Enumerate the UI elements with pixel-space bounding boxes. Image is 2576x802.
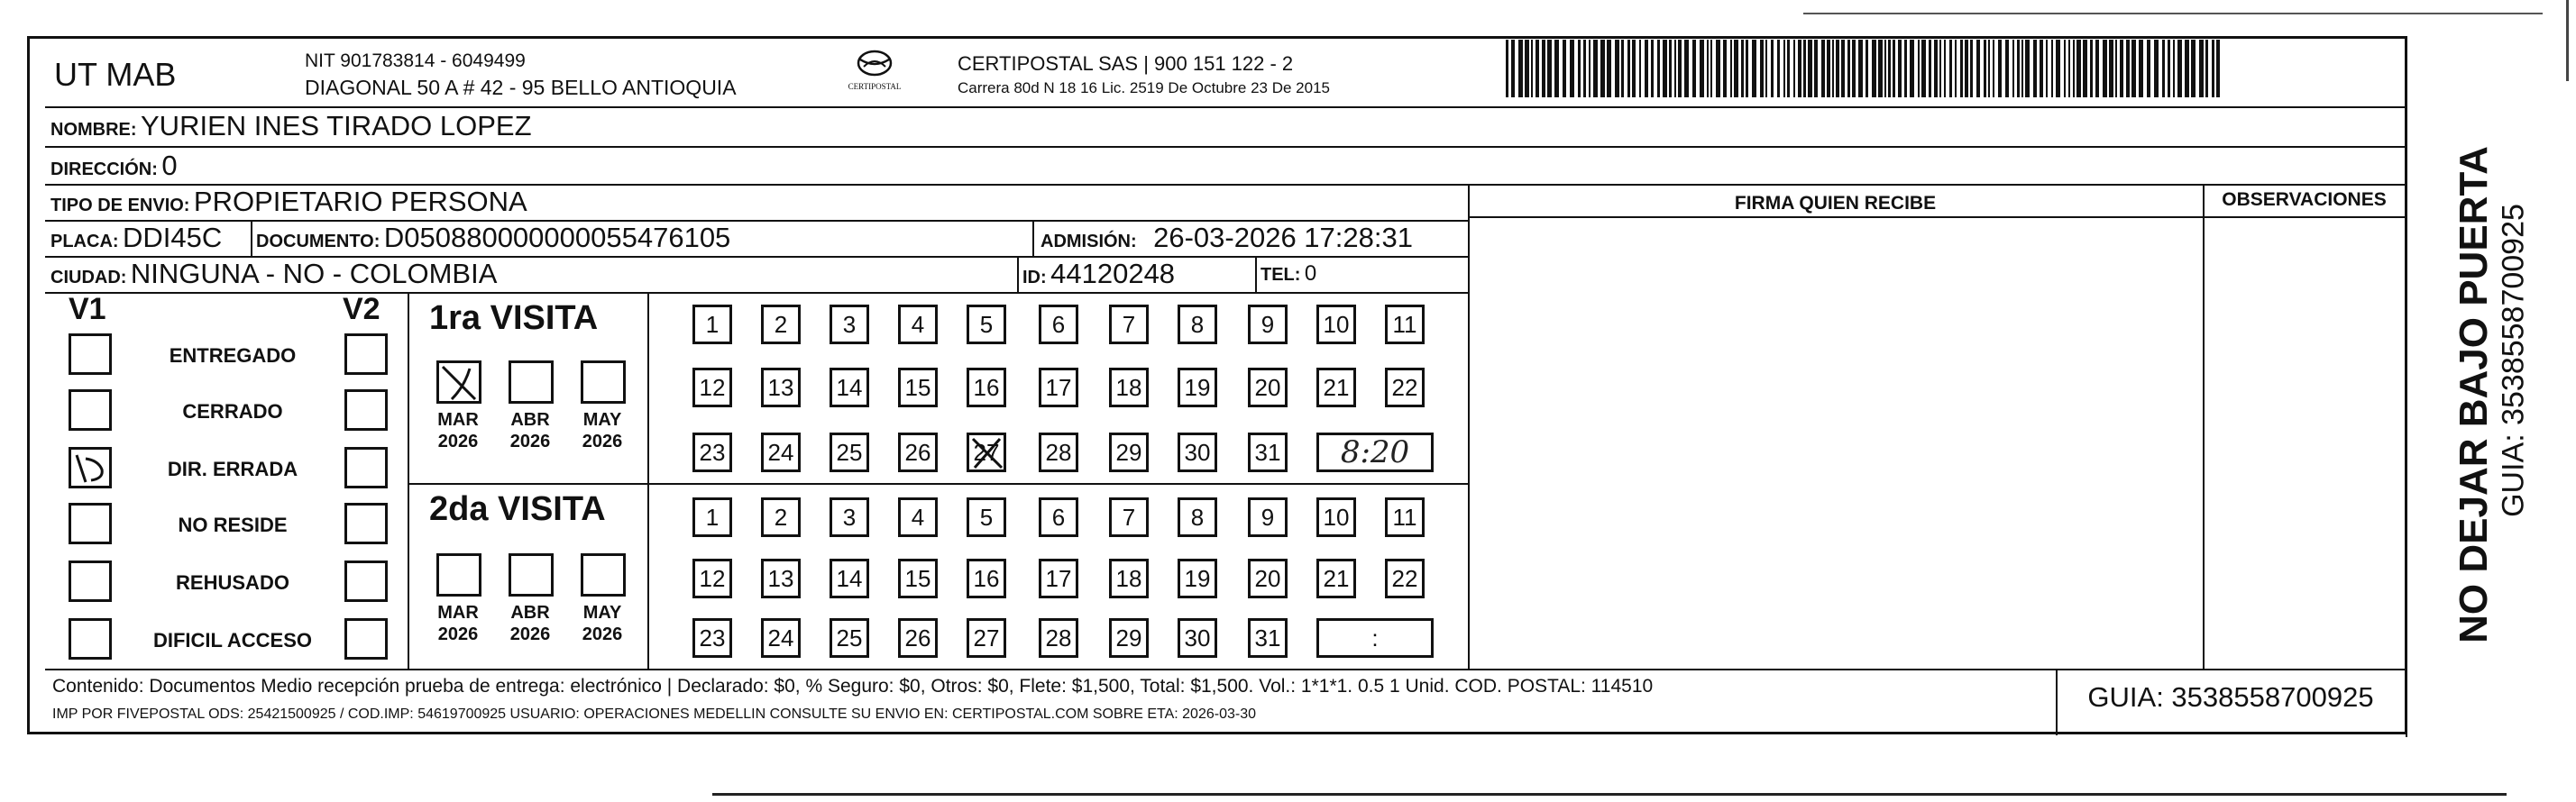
day-mark-icon xyxy=(969,435,1005,471)
day-box[interactable]: 24 xyxy=(761,618,801,658)
v2-checkbox[interactable] xyxy=(344,389,388,431)
barcode-bar xyxy=(2205,40,2208,97)
day-box[interactable]: 27 xyxy=(967,433,1006,472)
day-box[interactable]: 31 xyxy=(1248,433,1288,472)
day-box[interactable]: 7 xyxy=(1109,305,1149,344)
barcode-bar xyxy=(1777,40,1780,97)
reason-label: REHUSADO xyxy=(176,571,289,594)
day-box[interactable]: 21 xyxy=(1316,559,1356,598)
barcode-bar xyxy=(1627,40,1630,97)
barcode-bar xyxy=(2064,40,2066,97)
reason-label: CERRADO xyxy=(182,400,283,423)
day-box[interactable]: 3 xyxy=(830,497,869,537)
barcode-bar xyxy=(1976,40,1980,97)
barcode-bar xyxy=(1621,40,1624,97)
day-box[interactable]: 14 xyxy=(830,559,869,598)
day-box[interactable]: 20 xyxy=(1248,368,1288,407)
barcode-bar xyxy=(1536,40,1539,97)
barcode-bar xyxy=(1639,40,1641,97)
barcode-bar xyxy=(2216,40,2220,97)
month-label xyxy=(573,602,631,645)
day-box[interactable]: 19 xyxy=(1178,559,1217,598)
barcode-bar xyxy=(1570,40,1574,97)
barcode-bar xyxy=(1632,40,1636,97)
day-box[interactable]: 8 xyxy=(1178,305,1217,344)
v1-checkbox[interactable] xyxy=(69,447,112,488)
v1-checkbox[interactable] xyxy=(69,333,112,375)
day-box[interactable]: 5 xyxy=(967,305,1006,344)
month-label xyxy=(501,602,559,645)
v2-checkbox[interactable] xyxy=(344,447,388,488)
day-box[interactable]: 13 xyxy=(761,368,801,407)
day-box[interactable]: 15 xyxy=(898,368,938,407)
tel-label: TEL: xyxy=(1260,265,1301,285)
v1-checkbox[interactable] xyxy=(69,618,112,660)
barcode-bar xyxy=(1615,40,1619,97)
day-box[interactable]: 29 xyxy=(1109,618,1149,658)
month-label xyxy=(501,409,559,452)
day-box[interactable]: 26 xyxy=(898,618,938,658)
barcode-bar xyxy=(1858,40,1863,97)
month-name: MAR xyxy=(437,410,479,430)
barcode-bar xyxy=(1921,40,1926,97)
barcode-bar xyxy=(2191,40,2196,97)
barcode-bar xyxy=(1678,40,1682,97)
barcode-bar xyxy=(1707,40,1709,97)
month-checkbox[interactable] xyxy=(581,360,626,404)
barcode-bar xyxy=(1645,40,1648,97)
barcode-bar xyxy=(1692,40,1696,97)
barcode-bar xyxy=(1600,40,1605,97)
barcode-bar xyxy=(2005,40,2009,97)
day-box[interactable]: 27 xyxy=(967,618,1006,658)
barcode-bar xyxy=(1771,40,1774,97)
time-box[interactable] xyxy=(1316,433,1434,472)
reason-label: DIR. ERRADA xyxy=(167,458,298,480)
barcode-bar xyxy=(1866,40,1868,97)
day-box[interactable]: 2 xyxy=(761,305,801,344)
day-box[interactable]: 16 xyxy=(967,559,1006,598)
month-year: 2026 xyxy=(509,432,551,451)
barcode-bar xyxy=(1730,40,1732,97)
month-name: MAY xyxy=(582,603,622,623)
day-box[interactable]: 11 xyxy=(1385,497,1425,537)
month-checkbox[interactable] xyxy=(581,553,626,597)
month-year: 2026 xyxy=(582,432,623,451)
sender-address: DIAGONAL 50 A # 42 - 95 BELLO ANTIOQUIA xyxy=(305,76,737,99)
barcode-bar xyxy=(1929,40,1931,97)
barcode-bar xyxy=(2012,40,2014,97)
day-box[interactable]: 6 xyxy=(1039,497,1078,537)
sender-name: UT MAB xyxy=(54,56,177,93)
barcode-bar xyxy=(1674,40,1676,97)
barcode-bar xyxy=(2068,40,2070,97)
v2-header: V2 xyxy=(343,292,380,326)
day-box[interactable]: 21 xyxy=(1316,368,1356,407)
placa-value: DDI45C xyxy=(123,222,223,253)
day-box[interactable]: 20 xyxy=(1248,559,1288,598)
barcode-bar xyxy=(2046,40,2048,97)
barcode-bar xyxy=(2033,40,2037,97)
day-box[interactable]: 28 xyxy=(1039,618,1078,658)
day-box[interactable]: 24 xyxy=(761,433,801,472)
barcode-bar xyxy=(1531,40,1533,97)
guia-box: GUIA: 3538558700925 xyxy=(2087,681,2374,713)
barcode-bar xyxy=(1998,40,2002,97)
check-mark-icon xyxy=(71,450,109,486)
day-box[interactable]: 12 xyxy=(692,559,732,598)
month-name: ABR xyxy=(510,603,550,623)
day-box[interactable]: 23 xyxy=(692,433,732,472)
barcode-bar xyxy=(2177,40,2182,97)
day-box[interactable]: 30 xyxy=(1178,433,1217,472)
month-label xyxy=(429,602,487,645)
barcode-bar xyxy=(2017,40,2020,97)
barcode-bar xyxy=(1607,40,1611,97)
id-label: ID: xyxy=(1022,268,1047,287)
day-box[interactable]: 30 xyxy=(1178,618,1217,658)
v1-checkbox[interactable] xyxy=(69,389,112,431)
certipostal-logo xyxy=(839,49,911,105)
barcode-bar xyxy=(1872,40,1876,97)
reason-label: DIFICIL ACCESO xyxy=(152,629,312,652)
barcode-bar xyxy=(1827,40,1830,97)
day-box[interactable]: 2 xyxy=(761,497,801,537)
barcode-bar xyxy=(1803,40,1806,97)
day-box[interactable]: 18 xyxy=(1109,559,1149,598)
barcode-bar xyxy=(1904,40,1907,97)
barcode-bar xyxy=(1506,40,1508,97)
barcode-bar xyxy=(2173,40,2175,97)
visit1-title: 1ra VISITA xyxy=(429,299,599,337)
v2-checkbox[interactable] xyxy=(344,560,388,602)
day-box[interactable]: 8 xyxy=(1178,497,1217,537)
v2-checkbox[interactable] xyxy=(344,503,388,544)
barcode-bar xyxy=(1765,40,1767,97)
barcode-bar xyxy=(2168,40,2170,97)
ciudad-label: CIUDAD: xyxy=(50,268,127,287)
day-box[interactable]: 13 xyxy=(761,559,801,598)
month-name: MAY xyxy=(582,410,622,430)
month-label xyxy=(573,409,631,452)
day-box[interactable]: 7 xyxy=(1109,497,1149,537)
v2-checkbox[interactable] xyxy=(344,333,388,375)
barcode-bar xyxy=(1511,40,1515,97)
v1-checkbox[interactable] xyxy=(69,503,112,544)
day-box[interactable]: 22 xyxy=(1385,368,1425,407)
nombre-label: NOMBRE: xyxy=(50,120,137,140)
day-box[interactable]: 18 xyxy=(1109,368,1149,407)
month-checkbox[interactable] xyxy=(509,553,554,597)
barcode-bar xyxy=(2154,40,2159,97)
company-line: CERTIPOSTAL SAS | 900 151 122 - 2 xyxy=(958,52,1294,75)
time-value: : xyxy=(1371,624,1379,652)
barcode-bar xyxy=(1960,40,1963,97)
barcode-icon xyxy=(1506,40,2227,101)
reason-label: ENTREGADO xyxy=(169,344,297,367)
day-box[interactable]: 19 xyxy=(1178,368,1217,407)
logo-text: CERTIPOSTAL xyxy=(848,82,902,91)
day-box[interactable]: 28 xyxy=(1039,433,1078,472)
barcode-bar xyxy=(1716,40,1720,97)
barcode-bar xyxy=(1746,40,1748,97)
barcode-bar xyxy=(1741,40,1744,97)
imp-line: IMP POR FIVEPOSTAL ODS: 25421500925 / COD.IMP: 54619700925 USUARIO: OPERACIONES MEDELLIN CONSULTE SU ENVIO EN: CERTIPOSTAL.COM SOBRE ETA: 2026-03-30 xyxy=(52,706,1256,722)
barcode-bar xyxy=(1669,40,1672,97)
month-name: MAR xyxy=(437,603,479,623)
day-box[interactable]: 6 xyxy=(1039,305,1078,344)
barcode-bar xyxy=(1651,40,1654,97)
v2-checkbox[interactable] xyxy=(344,618,388,660)
barcode-bar xyxy=(1734,40,1738,97)
barcode-bar xyxy=(1657,40,1660,97)
month-label xyxy=(429,409,487,452)
barcode-bar xyxy=(1939,40,1941,97)
day-box[interactable]: 12 xyxy=(692,368,732,407)
tipo-envio-value: PROPIETARIO PERSONA xyxy=(193,186,527,217)
barcode-bar xyxy=(1525,40,1529,97)
barcode-bar xyxy=(1684,40,1689,97)
barcode-bar xyxy=(2025,40,2030,97)
month-year: 2026 xyxy=(437,624,479,644)
day-box[interactable]: 25 xyxy=(830,618,869,658)
documento-value: D050880000000055476105 xyxy=(383,222,731,253)
contenido-line: Contenido: Documentos Medio recepción prueba de entrega: electrónico | Declarado: $0, % Seguro: $0, Otros: $0, Flete: $1,500, Total: $1,500. Vol.: 1*1*1. 0.5 1 Unid. COD. POSTAL: 114510 xyxy=(52,676,1654,697)
barcode-bar xyxy=(2103,40,2107,97)
firma-header: FIRMA QUIEN RECIBE xyxy=(1734,193,1937,214)
month-checkbox[interactable] xyxy=(436,360,481,404)
barcode-bar xyxy=(2073,40,2075,97)
day-box[interactable]: 23 xyxy=(692,618,732,658)
ciudad-value: NINGUNA - NO - COLOMBIA xyxy=(130,258,498,289)
barcode-bar xyxy=(1988,40,1990,97)
barcode-bar xyxy=(2147,40,2150,97)
direccion-label: DIRECCIÓN: xyxy=(50,159,158,179)
placa-label: PLACA: xyxy=(50,232,119,251)
barcode-bar xyxy=(1965,40,1968,97)
day-box[interactable]: 17 xyxy=(1039,559,1078,598)
barcode-bar xyxy=(1970,40,1973,97)
barcode-bar xyxy=(1847,40,1850,97)
barcode-bar xyxy=(1589,40,1591,97)
barcode-bar xyxy=(1934,40,1938,97)
barcode-bar xyxy=(2126,40,2130,97)
barcode-bar xyxy=(2083,40,2087,97)
day-box[interactable]: 9 xyxy=(1248,497,1288,537)
barcode-bar xyxy=(2212,40,2214,97)
visit2-title: 2da VISITA xyxy=(429,490,606,528)
barcode-bar xyxy=(1841,40,1845,97)
v1-checkbox[interactable] xyxy=(69,560,112,602)
barcode-bar xyxy=(1752,40,1756,97)
barcode-bar xyxy=(1563,40,1566,97)
barcode-bar xyxy=(1787,40,1790,97)
day-box[interactable]: 4 xyxy=(898,305,938,344)
day-box[interactable]: 1 xyxy=(692,305,732,344)
barcode-bar xyxy=(1798,40,1801,97)
month-name: ABR xyxy=(510,410,550,430)
barcode-bar xyxy=(1518,40,1523,97)
month-checkbox[interactable] xyxy=(509,360,554,404)
barcode-bar xyxy=(1793,40,1795,97)
barcode-bar xyxy=(1888,40,1891,97)
id-value: 44120248 xyxy=(1050,258,1176,289)
check-mark-icon xyxy=(439,363,481,403)
license-line: Carrera 80d N 18 16 Lic. 2519 De Octubre 23 De 2015 xyxy=(958,79,1330,96)
day-box[interactable]: 3 xyxy=(830,305,869,344)
side-guia: GUIA: 3538558700925 xyxy=(2496,204,2531,517)
barcode-bar xyxy=(2199,40,2204,97)
tipo-envio-label: TIPO DE ENVIO: xyxy=(50,196,190,215)
barcode-bar xyxy=(1710,40,1712,97)
day-box[interactable]: 16 xyxy=(967,368,1006,407)
barcode-bar xyxy=(1723,40,1727,97)
barcode-bar xyxy=(1593,40,1598,97)
time-value: 8:20 xyxy=(1340,434,1410,470)
barcode-bar xyxy=(1542,40,1545,97)
barcode-bar xyxy=(2021,40,2023,97)
barcode-bar xyxy=(2056,40,2060,97)
barcode-bar xyxy=(1878,40,1883,97)
barcode-bar xyxy=(1663,40,1667,97)
direccion-value: 0 xyxy=(161,150,178,181)
month-checkbox[interactable] xyxy=(436,553,481,597)
barcode-bar xyxy=(2139,40,2143,97)
v1-header: V1 xyxy=(69,292,106,326)
admision-label: ADMISIÓN: xyxy=(1040,232,1137,251)
barcode-bar xyxy=(1814,40,1818,97)
barcode-bar xyxy=(2162,40,2165,97)
barcode-bar xyxy=(2076,40,2081,97)
day-box[interactable]: 11 xyxy=(1385,305,1425,344)
barcode-bar xyxy=(1993,40,1994,97)
time-box[interactable] xyxy=(1316,618,1434,658)
globe-logo-icon xyxy=(855,49,894,77)
no-dejar-warning: NO DEJAR BAJO PUERTA xyxy=(2452,146,2496,643)
month-year: 2026 xyxy=(437,432,479,451)
barcode-bar xyxy=(1955,40,1957,97)
barcode-bar xyxy=(1583,40,1586,97)
day-box[interactable]: 10 xyxy=(1316,497,1356,537)
day-box[interactable]: 5 xyxy=(967,497,1006,537)
barcode-bar xyxy=(1821,40,1825,97)
day-box[interactable]: 25 xyxy=(830,433,869,472)
month-year: 2026 xyxy=(582,624,623,644)
barcode-bar xyxy=(1578,40,1581,97)
reason-label: NO RESIDE xyxy=(178,514,288,536)
barcode-bar xyxy=(1949,40,1952,97)
day-mark xyxy=(969,435,1005,478)
observaciones-header: OBSERVACIONES xyxy=(2222,189,2387,210)
barcode-bar xyxy=(1700,40,1704,97)
day-box[interactable]: 26 xyxy=(898,433,938,472)
barcode-bar xyxy=(1832,40,1834,97)
day-box[interactable]: 9 xyxy=(1248,305,1288,344)
barcode-bar xyxy=(1884,40,1886,97)
barcode-bar xyxy=(1836,40,1839,97)
barcode-bar xyxy=(2185,40,2189,97)
day-box[interactable]: 15 xyxy=(898,559,938,598)
day-box[interactable]: 14 xyxy=(830,368,869,407)
month-year: 2026 xyxy=(509,624,551,644)
day-box[interactable]: 1 xyxy=(692,497,732,537)
barcode-bar xyxy=(1783,40,1785,97)
day-box[interactable]: 4 xyxy=(898,497,938,537)
barcode-bar xyxy=(1944,40,1946,97)
barcode-bar xyxy=(1984,40,1986,97)
barcode-bar xyxy=(1918,40,1920,97)
barcode-bar xyxy=(2051,40,2053,97)
nombre-value: YURIEN INES TIRADO LOPEZ xyxy=(141,110,532,141)
barcode-bar xyxy=(2131,40,2136,97)
barcode-bar xyxy=(2115,40,2117,97)
barcode-bar xyxy=(1554,40,1559,97)
barcode-bar xyxy=(2109,40,2113,97)
sender-nit: NIT 901783814 - 6049499 xyxy=(305,50,526,71)
barcode-bar xyxy=(2090,40,2093,97)
documento-label: DOCUMENTO: xyxy=(256,232,380,251)
barcode-bar xyxy=(1852,40,1856,97)
tel-value: 0 xyxy=(1304,261,1317,286)
day-box[interactable]: 22 xyxy=(1385,559,1425,598)
barcode-bar xyxy=(1547,40,1552,97)
day-box[interactable]: 17 xyxy=(1039,368,1078,407)
barcode-bar xyxy=(2120,40,2123,97)
barcode-bar xyxy=(1760,40,1764,97)
barcode-bar xyxy=(1910,40,1914,97)
barcode-bar xyxy=(1893,40,1895,97)
barcode-bar xyxy=(2040,40,2043,97)
admision-value: 26-03-2026 17:28:31 xyxy=(1153,222,1413,253)
barcode-bar xyxy=(2095,40,2099,97)
barcode-bar xyxy=(1898,40,1902,97)
barcode-bar xyxy=(1808,40,1812,97)
day-box[interactable]: 31 xyxy=(1248,618,1288,658)
day-box[interactable]: 10 xyxy=(1316,305,1356,344)
day-box[interactable]: 29 xyxy=(1109,433,1149,472)
